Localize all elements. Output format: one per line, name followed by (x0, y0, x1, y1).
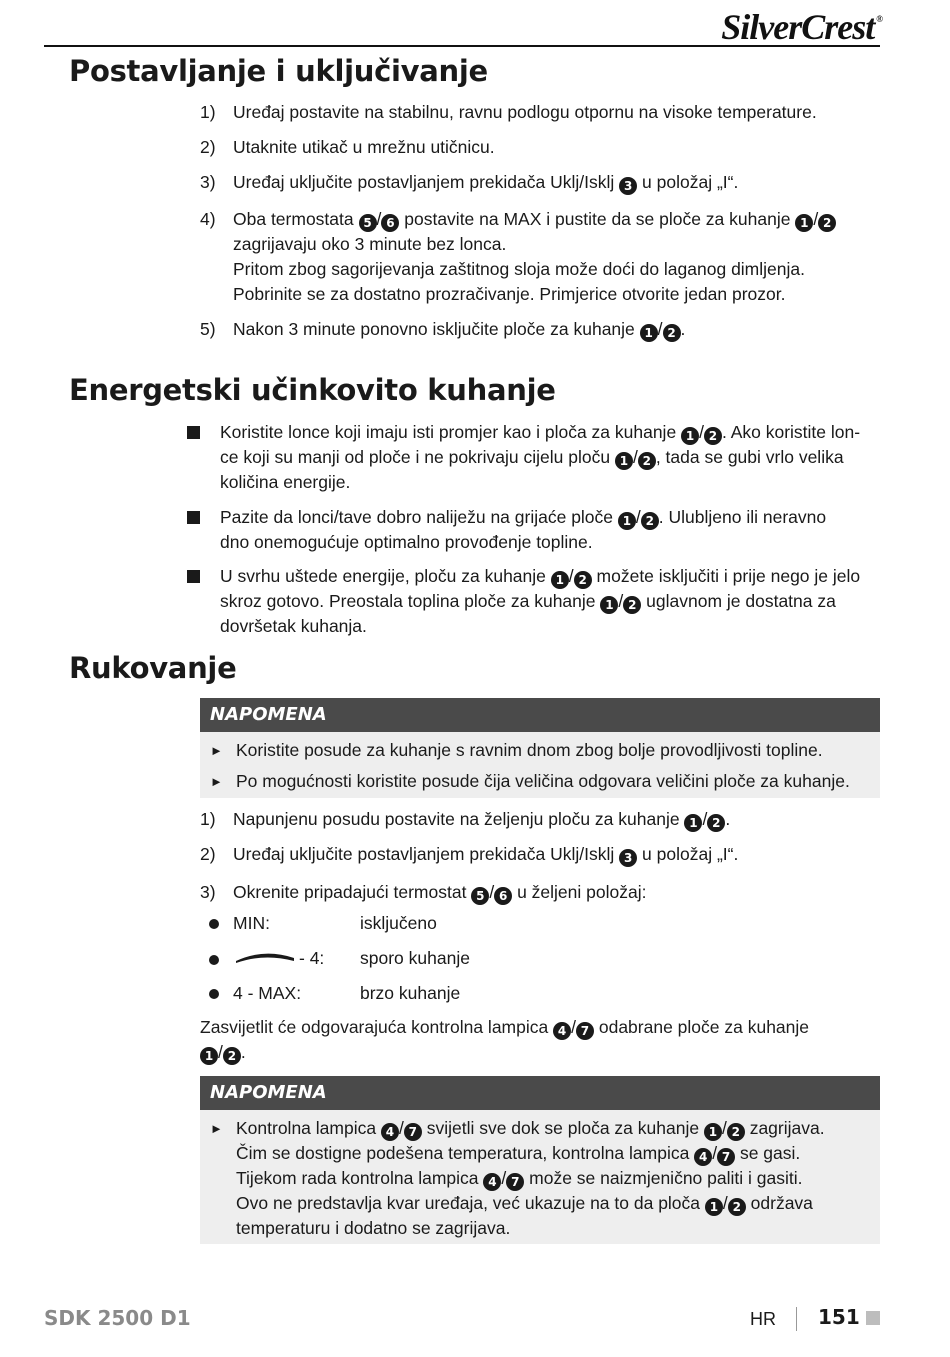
step-text: Okrenite pripadajući termostat 5 / 6 u željeni položaj: (233, 882, 647, 903)
marker-1-icon: 1 (704, 1123, 722, 1141)
step-number: 2) (200, 844, 216, 864)
step-text: Napunjenu posudu postavite na željenju ploču za kuhanje 1 / 2 . (233, 809, 731, 830)
marker-1-icon: 1 (200, 1047, 218, 1065)
marker-7-icon: 7 (506, 1173, 524, 1191)
bullet-text-line: skroz gotovo. Preostala toplina ploče za kuhanje 1 / 2 uglavnom je dostatna za (220, 591, 836, 612)
section-title-operation: Rukovanje (69, 651, 237, 685)
step-number: 1) (200, 809, 216, 829)
marker-4-icon: 4 (694, 1148, 712, 1166)
note-line: Ovo ne predstavlja kvar uređaja, već ukazuje na to da ploča 1 / 2 održava (236, 1193, 813, 1214)
marker-1-icon: 1 (705, 1198, 723, 1216)
setting-label: - 4: (299, 948, 325, 968)
step-number: 3) (200, 882, 216, 902)
step-number: 4) (200, 209, 216, 229)
section-title-energy: Energetski učinkovito kuhanje (69, 373, 556, 407)
marker-1-icon: 1 (681, 427, 699, 445)
square-bullet (187, 570, 200, 583)
step-text-line: Pobrinite se za dostatno prozračivanje. Primjerice otvorite jedan prozor. (233, 284, 786, 304)
square-bullet (187, 426, 200, 439)
section-title-setup: Postavljanje i uključivanje (69, 54, 488, 88)
marker-2-icon: 2 (641, 512, 659, 530)
marker-3-icon: 3 (619, 177, 637, 195)
bullet-text-line: količina energije. (220, 472, 351, 492)
note-line: Tijekom rada kontrolna lampica 4 / 7 može se naizmjenično paliti i gasiti. (236, 1168, 803, 1189)
lamp-text-line: 1 / 2 . (200, 1040, 246, 1065)
marker-5-icon: 5 (471, 887, 489, 905)
step-text-line: Pritom zbog sagorijevanja zaštitnog sloja može doći do laganog dimljenja. (233, 259, 805, 279)
footer-language: HR (750, 1309, 776, 1329)
marker-2-icon: 2 (638, 452, 656, 470)
marker-2-icon: 2 (707, 814, 725, 832)
round-bullet (209, 955, 219, 965)
note-item: Po mogućnosti koristite posude čija veličina odgovara veličini ploče za kuhanje. (236, 771, 850, 791)
note-heading: NAPOMENA (200, 1076, 880, 1110)
marker-4-icon: 4 (483, 1173, 501, 1191)
marker-1-icon: 1 (551, 571, 569, 589)
footer-model: SDK 2500 D1 (44, 1306, 191, 1330)
round-bullet (209, 919, 219, 929)
bullet-text-line: dovršetak kuhanja. (220, 616, 367, 636)
footer-divider (796, 1307, 797, 1331)
dial-low-arc-icon (234, 950, 296, 964)
square-bullet (187, 511, 200, 524)
marker-2-icon: 2 (704, 427, 722, 445)
marker-6-icon: 6 (494, 887, 512, 905)
marker-2-icon: 2 (623, 596, 641, 614)
step-text: Uređaj postavite na stabilnu, ravnu podlogu otpornu na visoke temperature. (233, 102, 817, 122)
page-number: 151 (818, 1305, 860, 1329)
arrow-bullet-icon: ► (210, 743, 223, 758)
setting-label: MIN: (233, 913, 270, 933)
step-text: Oba termostata 5 / 6 postavite na MAX i pustite da se ploče za kuhanje 1 / 2 (233, 207, 883, 232)
marker-2-icon: 2 (818, 214, 836, 232)
brand-name: SilverCrest (721, 7, 875, 47)
setting-value: sporo kuhanje (360, 948, 470, 968)
marker-5-icon: 5 (359, 214, 377, 232)
marker-7-icon: 7 (576, 1022, 594, 1040)
marker-6-icon: 6 (381, 214, 399, 232)
brand-logo (721, 6, 882, 48)
marker-1-icon: 1 (684, 814, 702, 832)
marker-2-icon: 2 (223, 1047, 241, 1065)
marker-4-icon: 4 (381, 1123, 399, 1141)
arrow-bullet-icon: ► (210, 774, 223, 789)
marker-2-icon: 2 (727, 1123, 745, 1141)
step-text: Utaknite utikač u mrežnu utičnicu. (233, 137, 495, 157)
header-rule (44, 45, 880, 47)
marker-2-icon: 2 (728, 1198, 746, 1216)
marker-2-icon: 2 (663, 324, 681, 342)
step-text: Nakon 3 minute ponovno isključite ploče za kuhanje 1 / 2 . (233, 319, 686, 340)
round-bullet (209, 989, 219, 999)
step-number: 1) (200, 102, 216, 122)
note-item: Koristite posude za kuhanje s ravnim dnom zbog bolje provodljivosti topline. (236, 740, 823, 760)
setting-value: brzo kuhanje (360, 983, 461, 1003)
marker-4-icon: 4 (553, 1022, 571, 1040)
arrow-bullet-icon: ► (210, 1121, 223, 1136)
step-text: Uređaj uključite postavljanjem prekidača Uklj/Isklj 3 u položaj „I“. (233, 172, 739, 193)
step-text-line: zagrijavaju oko 3 minute bez lonca. (233, 234, 507, 254)
marker-2-icon: 2 (574, 571, 592, 589)
step-text: Uređaj uključite postavljanjem prekidača Uklj/Isklj 3 u položaj „I“. (233, 844, 739, 865)
note-heading: NAPOMENA (200, 698, 880, 732)
bullet-text: U svrhu uštede energije, ploču za kuhanje 1 / 2 možete isključiti i prije nego je jelo (220, 566, 861, 587)
step-number: 5) (200, 319, 216, 339)
marker-1-icon: 1 (795, 214, 813, 232)
marker-3-icon: 3 (619, 849, 637, 867)
note-line: Kontrolna lampica 4 / 7 svijetli sve dok se ploča za kuhanje 1 / 2 zagrijava. (236, 1118, 825, 1139)
setting-value: isključeno (360, 913, 437, 933)
brand-registered-mark: ® (876, 14, 882, 24)
step-number: 2) (200, 137, 216, 157)
note-line: temperaturu i dodatno se zagrijava. (236, 1218, 511, 1238)
lamp-text: Zasvijetlit će odgovarajuća kontrolna lampica 4 / 7 odabrane ploče za kuhanje (200, 1017, 810, 1038)
note-line: Čim se dostigne podešena temperatura, kontrolna lampica 4 / 7 se gasi. (236, 1143, 801, 1164)
marker-1-icon: 1 (600, 596, 618, 614)
marker-1-icon: 1 (615, 452, 633, 470)
marker-1-icon: 1 (618, 512, 636, 530)
step-number: 3) (200, 172, 216, 192)
marker-7-icon: 7 (717, 1148, 735, 1166)
bullet-text: Pazite da lonci/tave dobro naliježu na grijaće ploče 1 / 2 . Ulubljeno ili neravno (220, 507, 827, 528)
bullet-text-line: dno onemogućuje optimalno provođenje topline. (220, 532, 593, 552)
bullet-text-line: ce koji su manji od ploče i ne pokrivaju cijelu ploču 1 / 2 , tada se gubi vrlo velika (220, 447, 844, 468)
marker-7-icon: 7 (404, 1123, 422, 1141)
marker-1-icon: 1 (640, 324, 658, 342)
page-marker-icon (866, 1311, 880, 1325)
setting-label: 4 - MAX: (233, 983, 302, 1003)
bullet-text: Koristite lonce koji imaju isti promjer kao i ploča za kuhanje 1 / 2 . Ako koristite lon- (220, 422, 861, 443)
